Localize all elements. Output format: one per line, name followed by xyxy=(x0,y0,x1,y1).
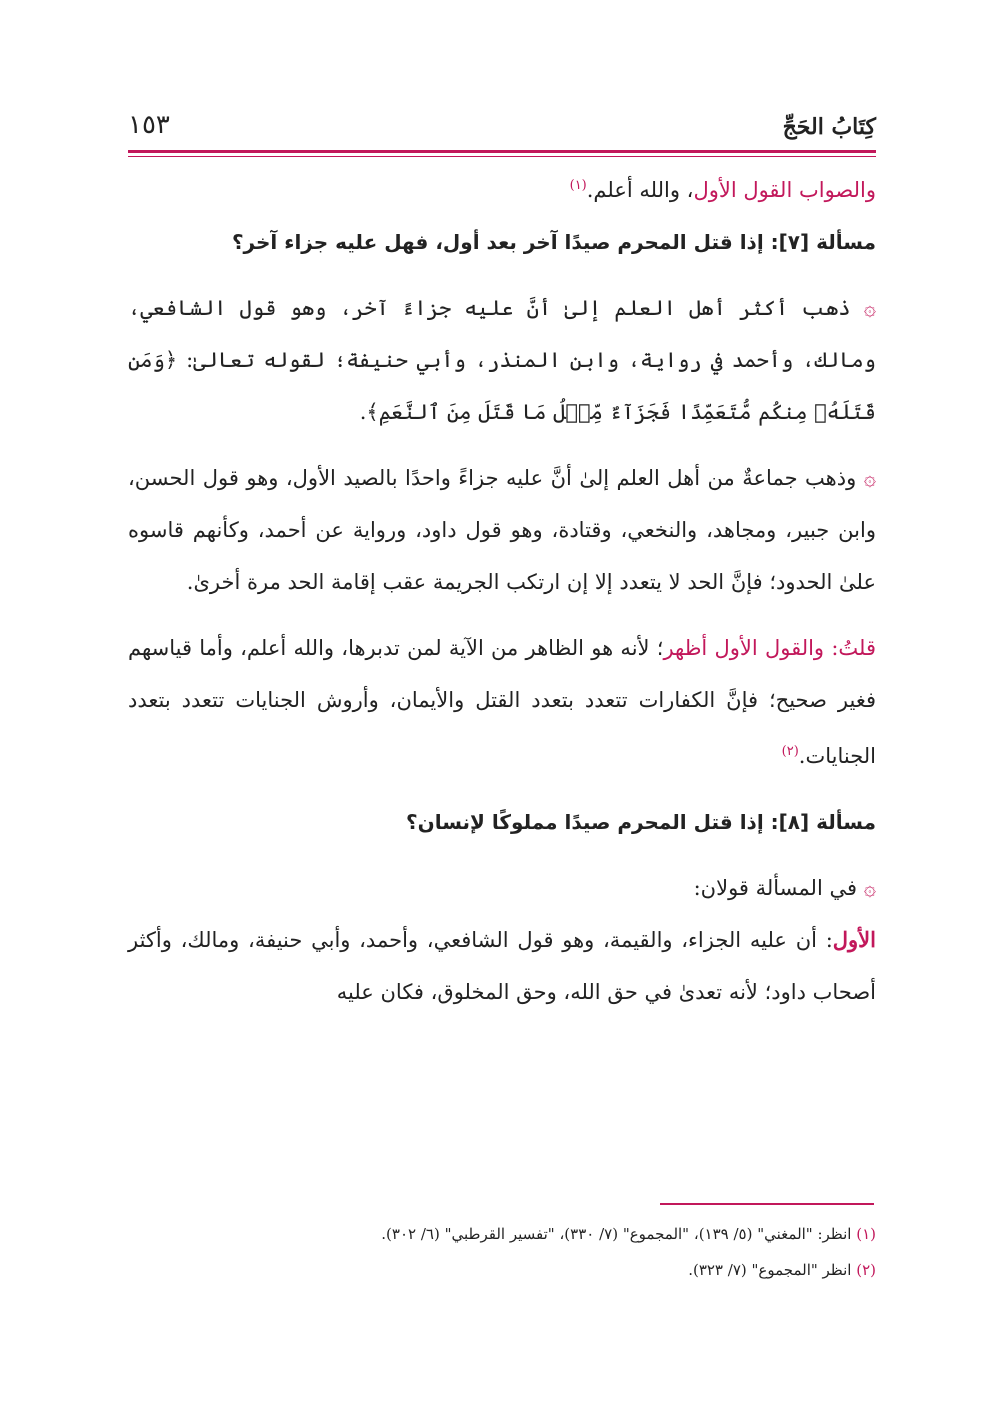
footnote-number: (٢) xyxy=(856,1261,876,1279)
paragraph-text: في المسألة قولان: xyxy=(693,876,864,900)
quran-ayah: ﴿وَمَن قَتَلَهُۥ مِنكُم مُّتَعَمِّدًا فَجَزَآءٌ مِّثۡلُ مَا قَتَلَ مِنَ ٱلنَّعَمِ﴾ xyxy=(128,348,876,424)
paragraph-text: ، والله أعلم. xyxy=(586,178,694,202)
paragraph-6 xyxy=(128,914,876,1018)
question-7-heading xyxy=(128,216,876,268)
book-title: كِتَابُ الحَجِّ xyxy=(782,114,876,140)
question-text: إذا قتل المحرم صيدًا مملوكًا لإنسان؟ xyxy=(406,810,764,834)
paragraph-text: ذهب أكثر أهل العلم إلىٰ أنَّ عليه جزاءً آخر، وهو قول الشافعي، ومالك، وأحمد في رواية، وابن المنذر، وأبي حنيفة؛ لقوله تعالىٰ: xyxy=(128,296,876,372)
paragraph-3 xyxy=(128,452,876,608)
page-header xyxy=(128,110,876,150)
footnote-text: انظر: "المغني" (٥/ ١٣٩)، "المجموع" (٧/ ٣٣٠)، "تفسير القرطبي" (٦/ ٣٠٢). xyxy=(381,1225,857,1243)
question-text: إذا قتل المحرم صيدًا آخر بعد أول، فهل عليه جزاء آخر؟ xyxy=(231,230,764,254)
header-rule-thick xyxy=(128,150,876,153)
highlight-text: والصواب القول الأول xyxy=(693,178,876,202)
ornament-bullet-icon: ۞ xyxy=(863,876,876,900)
paragraph-text: وذهب جماعةٌ من أهل العلم إلىٰ أنَّ عليه جزاءً واحدًا بالصيد الأول، وهو قول الحسن، وابن جبير، ومجاهد، والنخعي، وقتادة، وهو قول داود، ورواية عن أحمد، وكأنهم قاسوه علىٰ الحدود؛ فإنَّ الحد لا يتعدد إلا إن ارتكب الجريمة عقب إقامة الحد مرة أخرىٰ. xyxy=(128,466,876,594)
paragraph-text: : أن عليه الجزاء، والقيمة، وهو قول الشافعي، وأحمد، وأبي حنيفة، ومالك، وأكثر أصحاب داود؛ لأنه تعدىٰ في حق الله، وحق المخلوق، فكان عليه xyxy=(128,928,876,1004)
main-text xyxy=(128,160,876,1018)
paragraph-5 xyxy=(128,862,876,914)
highlight-text: الأول xyxy=(832,927,876,952)
footnote-number: (١) xyxy=(856,1225,876,1243)
footnote-1 xyxy=(128,1216,876,1252)
footnote-2 xyxy=(128,1252,876,1288)
page-number: ١٥٣ xyxy=(128,110,170,140)
ornament-bullet-icon: ۞ xyxy=(863,466,876,490)
paragraph-text: ؛ لأنه هو الظاهر من الآية لمن تدبرها، والله أعلم، وأما قياسهم فغير صحيح؛ فإنَّ الكفارات تتعدد بتعدد القتل والأيمان، وأروش الجنايات تتعدد بتعدد الجنايات. xyxy=(128,636,876,768)
highlight-text: قلتُ: والقول الأول أظهر xyxy=(663,636,877,660)
footnote-separator xyxy=(660,1203,874,1205)
question-label: مسألة [٧]: xyxy=(770,230,876,254)
question-label: مسألة [٨]: xyxy=(770,810,876,834)
paragraph-4 xyxy=(128,622,876,782)
footnote-text: انظر "المجموع" (٧/ ٣٢٣). xyxy=(688,1261,857,1279)
footnote-ref-2[interactable]: (٢) xyxy=(781,744,799,759)
ornament-bullet-icon: ۞ xyxy=(863,296,876,320)
paragraph-1 xyxy=(128,160,876,216)
header-rule-thin xyxy=(128,156,876,157)
paragraph-2 xyxy=(128,282,876,438)
question-8-heading xyxy=(128,796,876,848)
paragraph-end: . xyxy=(359,400,367,424)
footnotes xyxy=(128,1216,876,1288)
footnote-ref-1[interactable]: (١) xyxy=(569,178,587,193)
